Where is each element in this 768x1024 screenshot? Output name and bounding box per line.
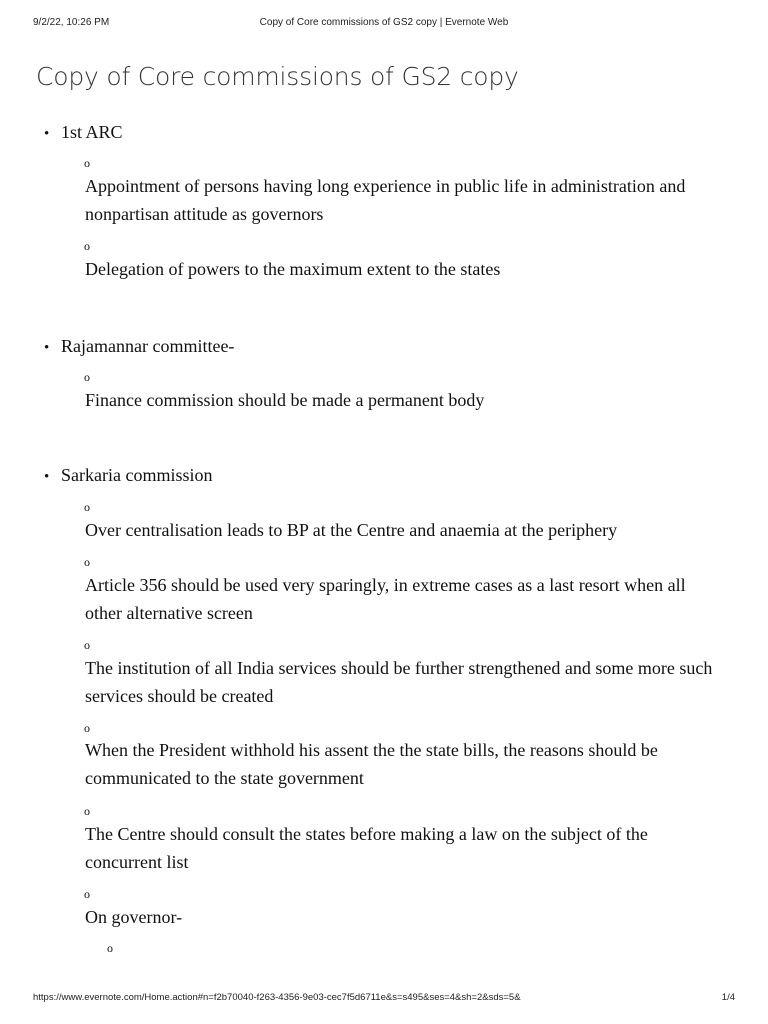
circle-bullet-icon: o xyxy=(84,887,90,901)
section-heading-label: Rajamannar committee- xyxy=(61,336,235,356)
print-datetime: 9/2/22, 10:26 PM xyxy=(33,17,110,28)
print-page-title: Copy of Core commissions of GS2 copy | Evernote Web xyxy=(259,17,509,28)
circle-bullet-icon: o xyxy=(84,370,90,384)
section-heading-sarkaria xyxy=(44,465,212,487)
list-item: The institution of all India services should be further strengthened and some more such services should be created xyxy=(85,658,713,706)
list-item: Delegation of powers to the maximum extent to the states xyxy=(85,259,501,279)
list-item: Article 356 should be used very sparingly, in extreme cases as a last resort when all other alternative screen xyxy=(85,575,686,623)
page-number: 1/4 xyxy=(721,992,735,1003)
circle-bullet-icon: o xyxy=(107,941,113,955)
circle-bullet-icon: o xyxy=(84,721,90,735)
circle-bullet-icon: o xyxy=(84,638,90,652)
list-item: Finance commission should be made a permanent body xyxy=(85,390,485,410)
bullet-icon: • xyxy=(44,469,50,485)
list-item: The Centre should consult the states before making a law on the subject of the concurrent list xyxy=(85,824,648,872)
section-heading-1st-arc xyxy=(44,122,123,144)
section-heading-label: 1st ARC xyxy=(61,122,123,142)
print-footer xyxy=(0,992,768,1008)
section-heading-rajamannar xyxy=(44,336,234,358)
print-url: https://www.evernote.com/Home.action#n=f2b70040-f263-4356-9e03-cec7f5d6711e&s=s495&ses=4&sh=2&sds=5& xyxy=(33,992,521,1003)
list-item: Appointment of persons having long experience in public life in administration and nonpartisan attitude as governors xyxy=(85,176,686,224)
list-item: Over centralisation leads to BP at the Centre and anaemia at the periphery xyxy=(85,520,618,540)
list-item: On governor- xyxy=(85,907,183,927)
circle-bullet-icon: o xyxy=(84,500,90,514)
bullet-icon: • xyxy=(44,126,50,142)
list-item: When the President withhold his assent the the state bills, the reasons should be communicated to the state government xyxy=(85,740,658,788)
circle-bullet-icon: o xyxy=(84,239,90,253)
circle-bullet-icon: o xyxy=(84,804,90,818)
section-heading-label: Sarkaria commission xyxy=(61,465,213,485)
bullet-icon: • xyxy=(44,340,50,356)
circle-bullet-icon: o xyxy=(84,555,90,569)
circle-bullet-icon: o xyxy=(84,156,90,170)
note-title: Copy of Core commissions of GS2 copy xyxy=(36,62,519,91)
